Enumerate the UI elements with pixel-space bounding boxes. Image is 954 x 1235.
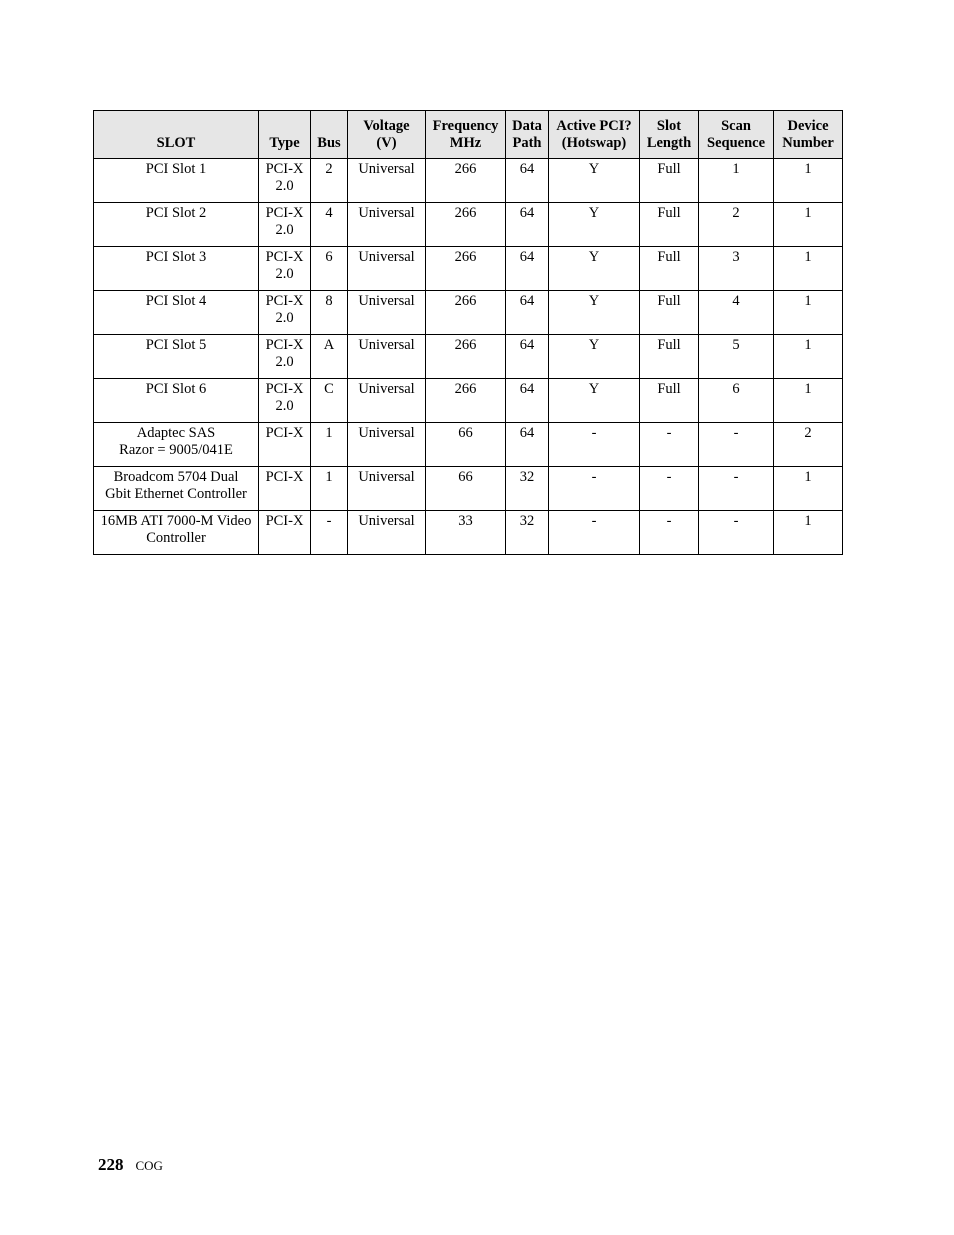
table-header-row (94, 111, 843, 159)
cell-scan-sequence (699, 511, 774, 555)
cell-line: Full (657, 293, 681, 309)
cell-bus (311, 423, 348, 467)
table-row (94, 423, 843, 467)
cell-line: Universal (358, 337, 415, 353)
cell-line: Gbit Ethernet Controller (105, 486, 247, 502)
cell-data-path (506, 159, 549, 203)
cell-line: 2.0 (275, 354, 294, 370)
cell-line: 2 (804, 425, 812, 441)
cell-slot-length (640, 511, 699, 555)
cell-type (259, 291, 311, 335)
cell-type (259, 203, 311, 247)
cell-line: Full (657, 161, 681, 177)
cell-scan-sequence (699, 335, 774, 379)
cell-line: 2.0 (275, 266, 294, 282)
cell-active-pci (549, 291, 640, 335)
table-row (94, 203, 843, 247)
cell-line: PCI Slot 2 (145, 205, 207, 221)
cell-slot-length (640, 379, 699, 423)
slot-table (93, 110, 843, 555)
cell-line: Universal (358, 425, 415, 441)
cell-frequency (426, 423, 506, 467)
cell-line: A (323, 337, 335, 353)
cell-type (259, 247, 311, 291)
cell-line: - (733, 469, 739, 485)
cell-frequency (426, 291, 506, 335)
cell-frequency (426, 203, 506, 247)
cell-scan-sequence (699, 291, 774, 335)
cell-frequency (426, 247, 506, 291)
cell-device-number (774, 379, 843, 423)
cell-slot (94, 291, 259, 335)
cell-slot (94, 159, 259, 203)
cell-line: Y (588, 161, 600, 177)
cell-frequency (426, 379, 506, 423)
cell-bus (311, 379, 348, 423)
cell-line: Controller (146, 530, 206, 546)
cell-slot-length (640, 335, 699, 379)
cell-type (259, 423, 311, 467)
table-body (94, 159, 843, 555)
cell-slot-length (640, 159, 699, 203)
cell-type (259, 467, 311, 511)
cell-line: 64 (519, 161, 535, 177)
cell-line: PCI Slot 6 (145, 381, 207, 397)
cell-scan-sequence (699, 159, 774, 203)
cell-frequency (426, 335, 506, 379)
cell-line: PCI-X (265, 469, 304, 485)
cell-line: 266 (454, 205, 477, 221)
cell-line: Y (588, 381, 600, 397)
cell-line: Universal (358, 205, 415, 221)
cell-line: PCI-X (265, 293, 304, 309)
cell-slot-length (640, 467, 699, 511)
cell-line: - (666, 513, 672, 529)
cell-data-path (506, 511, 549, 555)
column-header-data-path (506, 111, 549, 159)
cell-bus (311, 247, 348, 291)
cell-line: 6 (325, 249, 333, 265)
cell-line: 32 (519, 513, 535, 529)
cell-slot (94, 467, 259, 511)
cell-data-path (506, 467, 549, 511)
cell-line: Universal (358, 161, 415, 177)
cell-line: - (591, 513, 597, 529)
cell-line: Full (657, 205, 681, 221)
cell-slot (94, 423, 259, 467)
cell-bus (311, 203, 348, 247)
cell-line: Adaptec SAS (136, 425, 216, 441)
cell-line: 2 (325, 161, 333, 177)
cell-bus (311, 291, 348, 335)
cell-line: - (326, 513, 332, 529)
column-header-frequency (426, 111, 506, 159)
cell-frequency (426, 467, 506, 511)
cell-slot (94, 335, 259, 379)
cell-device-number (774, 423, 843, 467)
cell-line: 2.0 (275, 222, 294, 238)
cell-line: PCI-X (265, 513, 304, 529)
cell-line: 1 (325, 425, 333, 441)
cell-line: Universal (358, 513, 415, 529)
cell-line: 6 (732, 381, 740, 397)
table-row (94, 511, 843, 555)
cell-line: 64 (519, 425, 535, 441)
table-row (94, 247, 843, 291)
cell-active-pci (549, 423, 640, 467)
table-row (94, 379, 843, 423)
table-row (94, 335, 843, 379)
cell-slot-length (640, 291, 699, 335)
cell-line: 266 (454, 161, 477, 177)
cell-line: Bus (317, 135, 341, 151)
cell-line: Sequence (707, 135, 765, 151)
cell-device-number (774, 511, 843, 555)
document-name: COG (135, 1158, 163, 1173)
cell-line: - (591, 425, 597, 441)
cell-device-number (774, 247, 843, 291)
cell-line: - (733, 425, 739, 441)
cell-line: 64 (519, 337, 535, 353)
cell-line: Universal (358, 381, 415, 397)
cell-type (259, 335, 311, 379)
cell-active-pci (549, 247, 640, 291)
cell-slot (94, 379, 259, 423)
cell-line: - (733, 513, 739, 529)
cell-active-pci (549, 335, 640, 379)
cell-line: 2.0 (275, 310, 294, 326)
cell-line: 1 (804, 381, 812, 397)
cell-voltage (348, 511, 426, 555)
column-header-bus (311, 111, 348, 159)
cell-line: PCI-X (265, 161, 304, 177)
cell-data-path (506, 291, 549, 335)
cell-scan-sequence (699, 247, 774, 291)
cell-bus (311, 159, 348, 203)
cell-active-pci (549, 511, 640, 555)
page-number: 228 (98, 1155, 124, 1174)
cell-voltage (348, 379, 426, 423)
cell-voltage (348, 335, 426, 379)
cell-line: PCI-X (265, 205, 304, 221)
cell-voltage (348, 291, 426, 335)
cell-device-number (774, 203, 843, 247)
cell-line: 64 (519, 293, 535, 309)
cell-line: Full (657, 249, 681, 265)
cell-line: 64 (519, 249, 535, 265)
cell-line: - (666, 469, 672, 485)
cell-line: 5 (732, 337, 740, 353)
cell-line: Universal (358, 249, 415, 265)
cell-line: Broadcom 5704 Dual (113, 469, 239, 485)
cell-slot-length (640, 203, 699, 247)
cell-line: PCI-X (265, 249, 304, 265)
column-header-type (259, 111, 311, 159)
cell-line: PCI-X (265, 337, 304, 353)
column-header-scan-sequence (699, 111, 774, 159)
column-header-voltage (348, 111, 426, 159)
cell-line: Number (782, 135, 834, 151)
cell-line: 1 (732, 161, 740, 177)
cell-line: PCI Slot 1 (145, 161, 207, 177)
cell-data-path (506, 335, 549, 379)
cell-line: Universal (358, 469, 415, 485)
cell-voltage (348, 203, 426, 247)
cell-line: Y (588, 337, 600, 353)
cell-device-number (774, 159, 843, 203)
cell-line: 64 (519, 205, 535, 221)
cell-data-path (506, 247, 549, 291)
cell-line: Device (787, 118, 829, 134)
cell-frequency (426, 159, 506, 203)
cell-line: 1 (325, 469, 333, 485)
cell-slot (94, 247, 259, 291)
cell-line: - (591, 469, 597, 485)
cell-scan-sequence (699, 423, 774, 467)
cell-line: 2.0 (275, 178, 294, 194)
cell-scan-sequence (699, 467, 774, 511)
cell-line: 266 (454, 337, 477, 353)
cell-line: Razor = 9005/041E (119, 442, 233, 458)
cell-bus (311, 511, 348, 555)
cell-scan-sequence (699, 379, 774, 423)
cell-line: Type (269, 135, 300, 151)
cell-line: - (666, 425, 672, 441)
cell-line: Full (657, 381, 681, 397)
cell-line: C (324, 381, 334, 397)
cell-type (259, 159, 311, 203)
cell-line: Universal (358, 293, 415, 309)
cell-line: Data (512, 118, 542, 134)
cell-line: 16MB ATI 7000-M Video (100, 513, 252, 529)
cell-line: PCI Slot 5 (145, 337, 207, 353)
cell-active-pci (549, 159, 640, 203)
cell-line: PCI-X (265, 425, 304, 441)
cell-line: 266 (454, 293, 477, 309)
cell-device-number (774, 335, 843, 379)
cell-line: 66 (458, 425, 473, 441)
cell-line: Y (588, 293, 600, 309)
cell-slot-length (640, 247, 699, 291)
cell-active-pci (549, 467, 640, 511)
page-footer (98, 1155, 163, 1175)
cell-line: 64 (519, 381, 535, 397)
cell-line: Active PCI? (556, 118, 632, 134)
cell-line: Frequency (432, 118, 499, 134)
cell-line: Slot (656, 118, 682, 134)
cell-line: Y (588, 249, 600, 265)
cell-line: Y (588, 205, 600, 221)
cell-frequency (426, 511, 506, 555)
column-header-slot-length (640, 111, 699, 159)
cell-line: (Hotswap) (561, 135, 627, 151)
cell-bus (311, 467, 348, 511)
cell-active-pci (549, 379, 640, 423)
cell-line: 8 (325, 293, 333, 309)
cell-voltage (348, 423, 426, 467)
cell-scan-sequence (699, 203, 774, 247)
cell-line: 4 (732, 293, 740, 309)
cell-line: 1 (804, 513, 812, 529)
cell-type (259, 379, 311, 423)
cell-voltage (348, 247, 426, 291)
cell-slot-length (640, 423, 699, 467)
cell-line: 3 (732, 249, 740, 265)
cell-line: 266 (454, 249, 477, 265)
cell-line: PCI Slot 4 (145, 293, 207, 309)
column-header-slot (94, 111, 259, 159)
cell-line: Voltage (363, 118, 410, 134)
cell-device-number (774, 291, 843, 335)
cell-data-path (506, 423, 549, 467)
cell-line: 1 (804, 205, 812, 221)
cell-data-path (506, 203, 549, 247)
cell-slot (94, 511, 259, 555)
cell-line: 1 (804, 469, 812, 485)
cell-line: Full (657, 337, 681, 353)
cell-line: 33 (458, 513, 473, 529)
table-row (94, 467, 843, 511)
cell-line: PCI-X (265, 381, 304, 397)
cell-line: 266 (454, 381, 477, 397)
table-row (94, 159, 843, 203)
cell-line: 4 (325, 205, 333, 221)
cell-line: PCI Slot 3 (145, 249, 207, 265)
column-header-device-number (774, 111, 843, 159)
cell-line: MHz (449, 135, 482, 151)
cell-line: 66 (458, 469, 473, 485)
cell-line: Scan (721, 118, 751, 134)
cell-voltage (348, 467, 426, 511)
table-row (94, 291, 843, 335)
cell-active-pci (549, 203, 640, 247)
cell-voltage (348, 159, 426, 203)
cell-device-number (774, 467, 843, 511)
cell-line: 1 (804, 249, 812, 265)
cell-line: (V) (376, 135, 397, 151)
cell-line: 2 (732, 205, 740, 221)
cell-line: 32 (519, 469, 535, 485)
cell-slot (94, 203, 259, 247)
cell-line: Path (512, 135, 542, 151)
cell-data-path (506, 379, 549, 423)
cell-line: Length (646, 135, 692, 151)
cell-line: 1 (804, 293, 812, 309)
cell-line: SLOT (156, 135, 196, 151)
cell-line: 1 (804, 161, 812, 177)
cell-line: 1 (804, 337, 812, 353)
cell-type (259, 511, 311, 555)
column-header-active-pci (549, 111, 640, 159)
cell-line: 2.0 (275, 398, 294, 414)
cell-bus (311, 335, 348, 379)
